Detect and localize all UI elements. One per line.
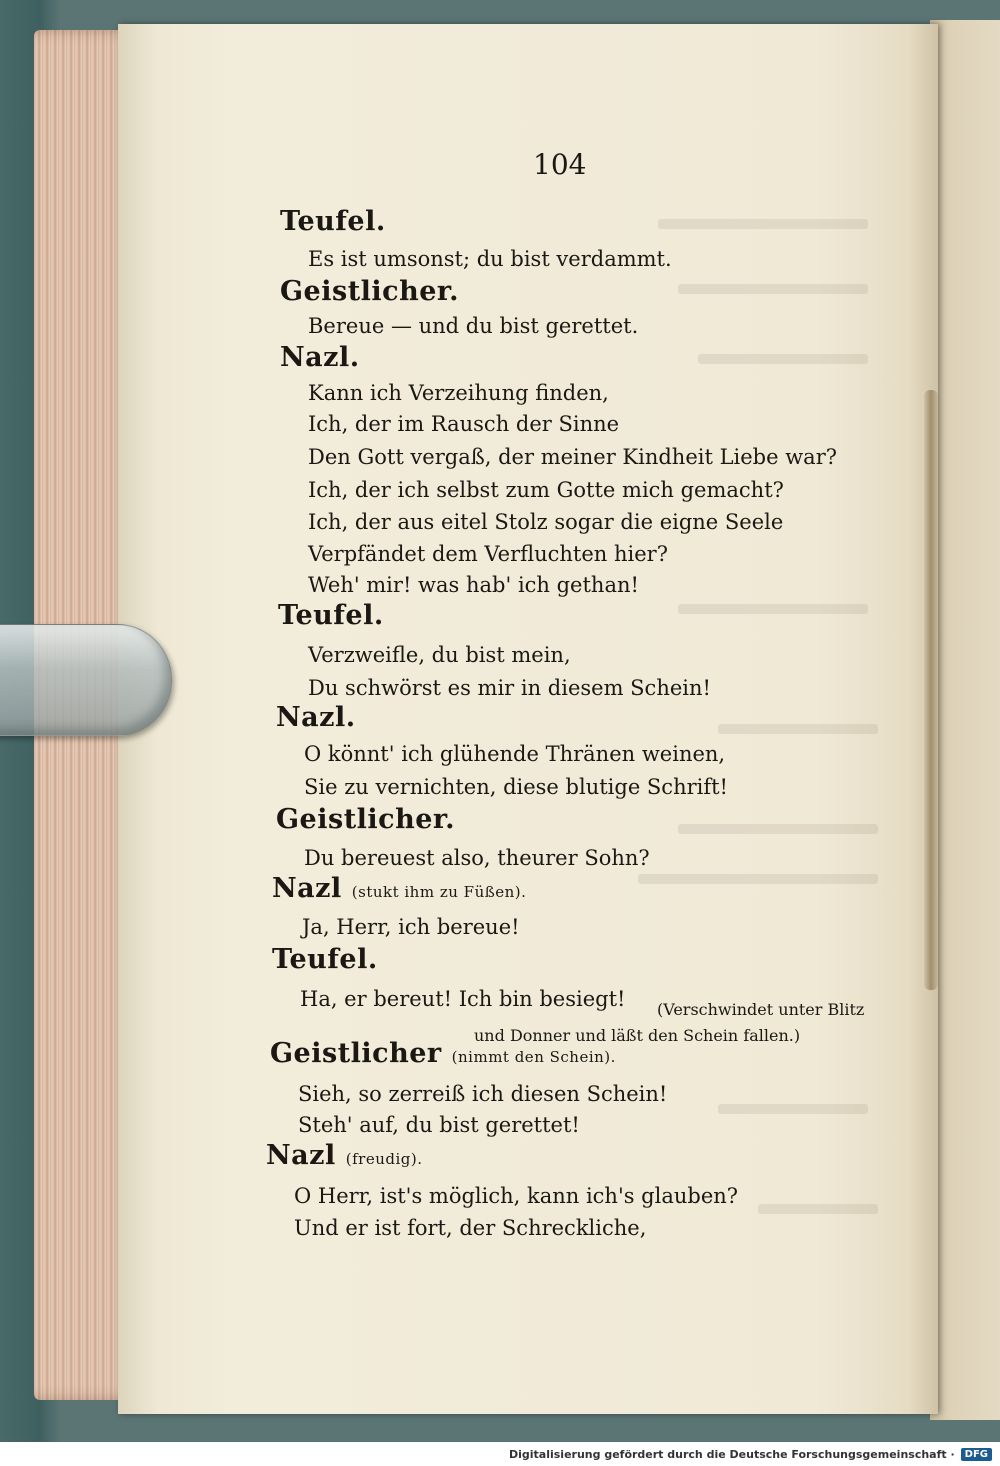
verse-line: Du bereuest also, theurer Sohn?: [304, 846, 650, 870]
verse-line: Du schwörst es mir in diesem Schein!: [308, 676, 711, 700]
verse-line: Es ist umsonst; du bist verdammt.: [308, 247, 672, 271]
speaker-heading: Teufel.: [280, 206, 386, 237]
verse-line: O könnt' ich glühende Thränen weinen,: [304, 742, 726, 766]
stage-direction: (stukt ihm zu Füßen).: [351, 883, 527, 901]
speaker-heading: Geistlicher.: [280, 276, 460, 307]
verse-line: Ja, Herr, ich bereue!: [302, 915, 520, 939]
speaker-name: Nazl: [266, 1140, 336, 1171]
stage-direction: und Donner und läßt den Schein fallen.): [474, 1026, 801, 1045]
speaker-heading: Geistlicher.: [276, 804, 456, 835]
digitization-footer: [0, 1442, 1000, 1466]
page-number: 104: [533, 148, 587, 181]
verse-line: Kann ich Verzeihung finden,: [308, 381, 609, 405]
verse-line: Steh' auf, du bist gerettet!: [298, 1113, 580, 1137]
verse-line: Bereue — und du bist gerettet.: [308, 314, 639, 338]
stage-direction: (nimmt den Schein).: [451, 1048, 616, 1066]
verse-line: Weh' mir! was hab' ich gethan!: [308, 573, 639, 597]
verse-line: Ha, er bereut! Ich bin besiegt!: [300, 987, 626, 1011]
verse-line: Und er ist fort, der Schreckliche,: [294, 1216, 647, 1240]
stage-direction: (freudig).: [345, 1150, 423, 1168]
verse-line: Ich, der ich selbst zum Gotte mich gemacht?: [308, 478, 784, 502]
speaker-heading: Teufel.: [272, 944, 378, 975]
verse-line: Den Gott vergaß, der meiner Kindheit Liebe war?: [308, 445, 837, 469]
speaker-heading: [272, 873, 526, 904]
verse-line: Verpfändet dem Verfluchten hier?: [308, 542, 668, 566]
stage-direction: (Verschwindet unter Blitz: [657, 1000, 865, 1019]
verse-line: Ich, der aus eitel Stolz sogar die eigne Seele: [308, 510, 784, 534]
verse-line: Ich, der im Rausch der Sinne: [308, 412, 620, 436]
speaker-heading: [270, 1038, 616, 1069]
speaker-heading: Nazl.: [280, 342, 360, 373]
speaker-heading: [266, 1140, 423, 1171]
speaker-name: Nazl: [272, 873, 342, 904]
dfg-logo: DFG: [961, 1448, 992, 1461]
verse-line: Verzweifle, du bist mein,: [308, 643, 571, 667]
speaker-heading: Teufel.: [278, 600, 384, 631]
verse-line: Sie zu vernichten, diese blutige Schrift!: [304, 775, 728, 799]
verse-line: Sieh, so zerreiß ich diesen Schein!: [298, 1082, 668, 1106]
speaker-heading: Nazl.: [276, 702, 356, 733]
footer-credit: Digitalisierung gefördert durch die Deutsche Forschungsgemeinschaft ·: [508, 1447, 955, 1461]
verse-line: O Herr, ist's möglich, kann ich's glauben?: [294, 1184, 739, 1208]
speaker-name: Geistlicher: [270, 1038, 442, 1069]
